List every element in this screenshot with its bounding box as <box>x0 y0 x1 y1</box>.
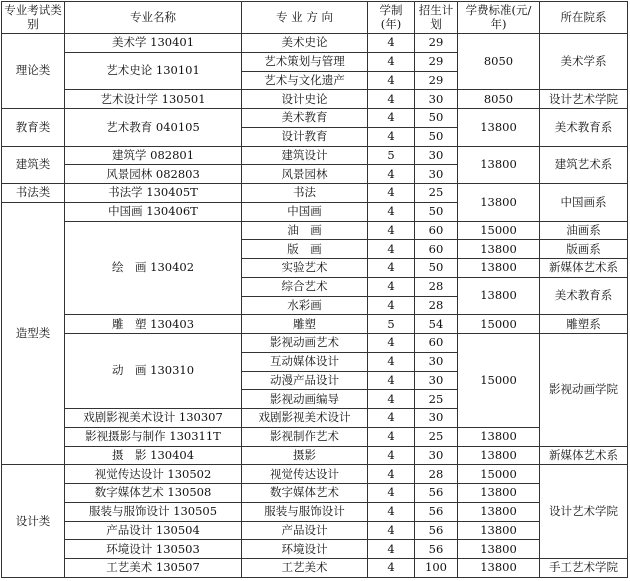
enroll-cell: 30 <box>415 371 458 390</box>
major-cell: 中国画 130406T <box>65 202 242 221</box>
years-cell: 4 <box>368 371 415 390</box>
major-cell: 影视摄影与制作 130311T <box>65 427 242 446</box>
tuition-cell: 13800 <box>458 184 540 222</box>
major-cell: 工艺美术 130507 <box>65 559 242 578</box>
table-row <box>2 465 628 484</box>
direction-cell: 戏剧影视美术设计 <box>242 409 368 428</box>
enroll-cell: 25 <box>415 427 458 446</box>
major-cell: 环境设计 130503 <box>65 540 242 559</box>
enroll-cell: 28 <box>415 296 458 315</box>
tuition-cell: 13800 <box>458 484 540 503</box>
tuition-cell: 13800 <box>458 240 540 259</box>
header-direction: 专 业 方 向 <box>242 2 368 34</box>
major-cell: 动 画 130310 <box>65 334 242 409</box>
enroll-cell: 25 <box>415 184 458 203</box>
table-row <box>2 521 628 540</box>
years-cell: 4 <box>368 390 415 409</box>
enroll-cell: 50 <box>415 109 458 128</box>
college-cell: 手工艺术学院 <box>540 559 628 578</box>
enroll-cell: 54 <box>415 315 458 334</box>
years-cell: 4 <box>368 71 415 90</box>
enroll-cell: 56 <box>415 521 458 540</box>
enroll-cell: 50 <box>415 259 458 278</box>
years-cell: 4 <box>368 296 415 315</box>
enroll-cell: 28 <box>415 465 458 484</box>
direction-cell: 书法 <box>242 184 368 203</box>
enroll-cell: 60 <box>415 334 458 353</box>
header-enroll: 招生计划 <box>415 2 458 34</box>
enroll-cell: 60 <box>415 221 458 240</box>
enroll-cell: 25 <box>415 390 458 409</box>
college-cell: 美术教育系 <box>540 109 628 147</box>
years-cell: 5 <box>368 315 415 334</box>
years-cell: 4 <box>368 559 415 578</box>
table-row <box>2 502 628 521</box>
enroll-cell: 50 <box>415 127 458 146</box>
direction-cell: 美术史论 <box>242 34 368 53</box>
enroll-cell: 30 <box>415 165 458 184</box>
enroll-cell: 60 <box>415 240 458 259</box>
years-cell: 4 <box>368 484 415 503</box>
category-cell: 造型类 <box>2 202 65 465</box>
table-row <box>2 484 628 503</box>
table-row <box>2 540 628 559</box>
header-category: 专业考试类别 <box>2 2 65 34</box>
tuition-cell: 13800 <box>458 446 540 465</box>
direction-cell: 实验艺术 <box>242 259 368 278</box>
years-cell: 4 <box>368 409 415 428</box>
table-row <box>2 315 628 334</box>
college-cell: 美术学系 <box>540 34 628 90</box>
tuition-cell: 8050 <box>458 90 540 109</box>
college-cell: 设计艺术学院 <box>540 465 628 559</box>
direction-cell: 中国画 <box>242 202 368 221</box>
tuition-cell: 8050 <box>458 34 540 90</box>
years-cell: 4 <box>368 540 415 559</box>
college-cell: 雕塑系 <box>540 315 628 334</box>
major-cell: 书法学 130405T <box>65 184 242 203</box>
tuition-cell: 13800 <box>458 521 540 540</box>
major-cell: 艺术教育 040105 <box>65 109 242 147</box>
category-cell: 理论类 <box>2 34 65 109</box>
tuition-cell: 13800 <box>458 277 540 315</box>
direction-cell: 美术教育 <box>242 109 368 128</box>
major-cell: 数字媒体艺术 130508 <box>65 484 242 503</box>
direction-cell: 雕塑 <box>242 315 368 334</box>
enroll-cell: 30 <box>415 446 458 465</box>
college-cell: 版画系 <box>540 240 628 259</box>
enroll-cell: 56 <box>415 484 458 503</box>
college-cell: 设计艺术学院 <box>540 90 628 109</box>
direction-cell: 服装与服饰设计 <box>242 502 368 521</box>
years-cell: 4 <box>368 109 415 128</box>
tuition-cell: 13800 <box>458 502 540 521</box>
enroll-cell: 29 <box>415 71 458 90</box>
direction-cell: 动漫产品设计 <box>242 371 368 390</box>
table-row <box>2 146 628 165</box>
table-row <box>2 184 628 203</box>
direction-cell: 综合艺术 <box>242 277 368 296</box>
major-cell: 风景园林 082803 <box>65 165 242 184</box>
direction-cell: 影视制作艺术 <box>242 427 368 446</box>
header-major: 专业名称 <box>65 2 242 34</box>
tuition-cell: 15000 <box>458 315 540 334</box>
direction-cell: 互动媒体设计 <box>242 352 368 371</box>
major-cell: 视觉传达设计 130502 <box>65 465 242 484</box>
header-college: 所在院系 <box>540 2 628 34</box>
table-row <box>2 221 628 240</box>
table-row <box>2 559 628 578</box>
tuition-cell: 13800 <box>458 540 540 559</box>
direction-cell: 影视动画艺术 <box>242 334 368 353</box>
direction-cell: 环境设计 <box>242 540 368 559</box>
tuition-cell: 13800 <box>458 109 540 147</box>
table-row <box>2 90 628 109</box>
direction-cell: 工艺美术 <box>242 559 368 578</box>
college-cell: 建筑艺术系 <box>540 146 628 184</box>
tuition-cell: 13800 <box>458 559 540 578</box>
tuition-cell: 15000 <box>458 334 540 428</box>
direction-cell: 产品设计 <box>242 521 368 540</box>
direction-cell: 水彩画 <box>242 296 368 315</box>
enroll-cell: 30 <box>415 90 458 109</box>
direction-cell: 风景园林 <box>242 165 368 184</box>
years-cell: 4 <box>368 259 415 278</box>
tuition-cell: 13800 <box>458 146 540 184</box>
major-cell: 艺术设计学 130501 <box>65 90 242 109</box>
enroll-cell: 29 <box>415 52 458 71</box>
years-cell: 4 <box>368 277 415 296</box>
category-cell: 书法类 <box>2 184 65 203</box>
years-cell: 4 <box>368 52 415 71</box>
major-cell: 服装与服饰设计 130505 <box>65 502 242 521</box>
direction-cell: 油 画 <box>242 221 368 240</box>
college-cell: 新媒体艺术系 <box>540 446 628 465</box>
direction-cell: 数字媒体艺术 <box>242 484 368 503</box>
years-cell: 5 <box>368 146 415 165</box>
major-cell: 绘 画 130402 <box>65 221 242 315</box>
tuition-cell: 13800 <box>458 427 540 446</box>
enroll-cell: 30 <box>415 409 458 428</box>
years-cell: 4 <box>368 427 415 446</box>
table-row <box>2 34 628 53</box>
years-cell: 4 <box>368 221 415 240</box>
years-cell: 4 <box>368 502 415 521</box>
years-cell: 4 <box>368 240 415 259</box>
tuition-cell: 15000 <box>458 465 540 484</box>
header-years: 学制(年) <box>368 2 415 34</box>
major-cell: 戏剧影视美术设计 130307 <box>65 409 242 428</box>
enroll-cell: 28 <box>415 277 458 296</box>
enroll-cell: 30 <box>415 352 458 371</box>
direction-cell: 影视动画编导 <box>242 390 368 409</box>
college-cell: 油画系 <box>540 221 628 240</box>
years-cell: 4 <box>368 334 415 353</box>
category-cell: 设计类 <box>2 465 65 578</box>
admissions-table <box>1 1 628 578</box>
years-cell: 4 <box>368 202 415 221</box>
category-cell: 教育类 <box>2 109 65 147</box>
enroll-cell: 29 <box>415 34 458 53</box>
years-cell: 4 <box>368 90 415 109</box>
major-cell: 建筑学 082801 <box>65 146 242 165</box>
tuition-cell: 13800 <box>458 259 540 278</box>
major-cell: 产品设计 130504 <box>65 521 242 540</box>
direction-cell: 摄影 <box>242 446 368 465</box>
enroll-cell: 100 <box>415 559 458 578</box>
years-cell: 4 <box>368 184 415 203</box>
direction-cell: 视觉传达设计 <box>242 465 368 484</box>
table-row <box>2 446 628 465</box>
years-cell: 4 <box>368 521 415 540</box>
direction-cell: 艺术与文化遗产 <box>242 71 368 90</box>
years-cell: 4 <box>368 446 415 465</box>
years-cell: 4 <box>368 34 415 53</box>
enroll-cell: 56 <box>415 502 458 521</box>
college-cell: 美术教育系 <box>540 277 628 315</box>
header-tuition: 学费标准(元/年) <box>458 2 540 34</box>
header-row <box>2 2 628 34</box>
direction-cell: 建筑设计 <box>242 146 368 165</box>
direction-cell: 艺术策划与管理 <box>242 52 368 71</box>
major-cell: 摄 影 130404 <box>65 446 242 465</box>
table-row <box>2 109 628 128</box>
table-row <box>2 334 628 353</box>
college-cell: 影视动画学院 <box>540 334 628 447</box>
years-cell: 4 <box>368 465 415 484</box>
direction-cell: 设计教育 <box>242 127 368 146</box>
major-cell: 艺术史论 130101 <box>65 52 242 90</box>
years-cell: 4 <box>368 352 415 371</box>
major-cell: 雕 塑 130403 <box>65 315 242 334</box>
enroll-cell: 50 <box>415 202 458 221</box>
enroll-cell: 30 <box>415 146 458 165</box>
college-cell: 中国画系 <box>540 184 628 222</box>
direction-cell: 设计史论 <box>242 90 368 109</box>
enroll-cell: 56 <box>415 540 458 559</box>
years-cell: 4 <box>368 127 415 146</box>
direction-cell: 版 画 <box>242 240 368 259</box>
college-cell: 新媒体艺术系 <box>540 259 628 278</box>
years-cell: 4 <box>368 165 415 184</box>
major-cell: 美术学 130401 <box>65 34 242 53</box>
category-cell: 建筑类 <box>2 146 65 184</box>
tuition-cell: 15000 <box>458 221 540 240</box>
table-row <box>2 427 628 446</box>
